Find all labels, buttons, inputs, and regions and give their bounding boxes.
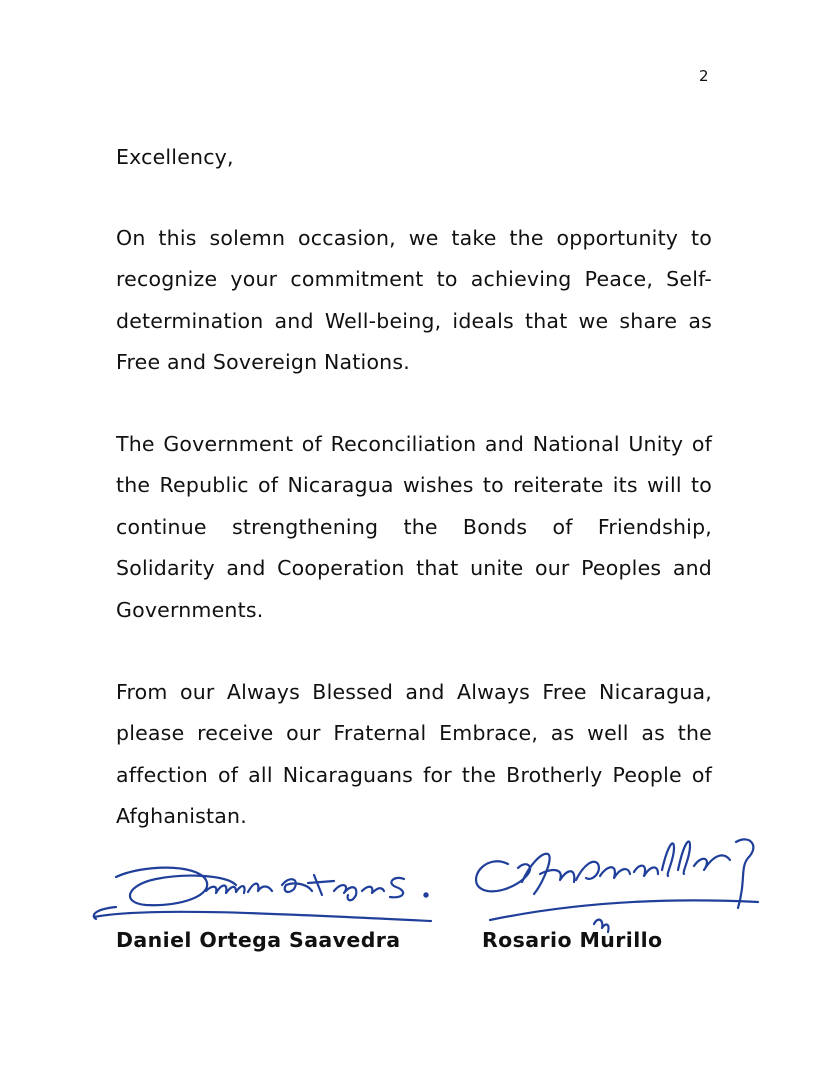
salutation: Excellency, (116, 145, 234, 169)
page-number: 2 (699, 67, 709, 85)
signatory-name-ortega: Daniel Ortega Saavedra (116, 928, 401, 952)
paragraph-reiteration: The Government of Reconciliation and National Unity of the Republic of Nicaragua wishes to reiterate its will to continue strengthening the Bonds of Friendship, Solidarity and Cooperation that unite our Peoples and Governments. (116, 432, 712, 622)
signature-ortega (86, 855, 446, 935)
signature-murillo (468, 824, 768, 944)
paragraph-commitment: On this solemn occasion, we take the opportunity to recognize your commitment to achieving Peace, Self-determination and Well-being, ideals that we share as Free and Sovereign Nations. (116, 226, 712, 375)
signatory-name-murillo: Rosario Murillo (482, 928, 663, 952)
paragraph-fraternal-embrace: From our Always Blessed and Always Free Nicaragua, please receive our Fraternal Embrace, as well as the affection of all Nicaraguans for the Brotherly People of Afghanistan. (116, 680, 712, 829)
